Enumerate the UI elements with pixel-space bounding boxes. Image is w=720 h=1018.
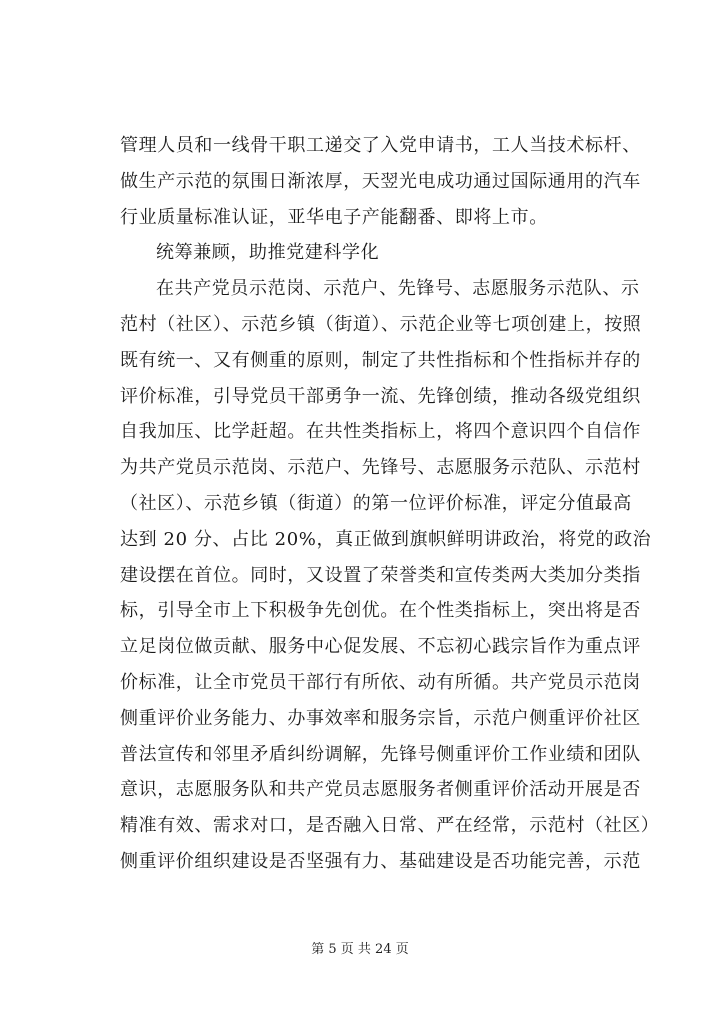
text-line: 侧重评价业务能力、办事效率和服务宗旨，示范户侧重评价社区 bbox=[120, 707, 641, 729]
text-line: 行业质量标准认证，亚华电子产能翻番、即将上市。 bbox=[120, 206, 548, 228]
text-line: 自我加压、比学赶超。在共性类指标上，将四个意识四个自信作 bbox=[120, 421, 641, 443]
text-line: 精准有效、需求对口，是否融入日常、严在经常，示范村（社区） bbox=[120, 815, 660, 837]
page-footer: 第 5 页 共 24 页 bbox=[311, 942, 409, 957]
text-line: 做生产示范的氛围日渐浓厚，天翌光电成功通过国际通用的汽车 bbox=[120, 170, 641, 192]
body-text bbox=[120, 128, 660, 880]
section-heading: 统筹兼顾，助推党建科学化 bbox=[156, 242, 380, 264]
text-line: 管理人员和一线骨干职工递交了入党申请书，工人当技术标杆、 bbox=[120, 135, 641, 156]
text-line: 价标准，让全市党员干部行有所依、动有所循。共产党员示范岗 bbox=[120, 671, 641, 693]
text-line: 建设摆在首位。同时，又设置了荣誉类和宣传类两大类加分类指 bbox=[120, 564, 641, 586]
text-line: 意识，志愿服务队和共产党员志愿服务者侧重评价活动开展是否 bbox=[120, 779, 641, 801]
text-line: 既有统一、又有侧重的原则，制定了共性指标和个性指标并存的 bbox=[120, 349, 641, 371]
text-line: 范村（社区）、示范乡镇（街道）、示范企业等七项创建上，按照 bbox=[120, 313, 642, 335]
text-line: 立足岗位做贡献、服务中心促发展、不忘初心践宗旨作为重点评 bbox=[120, 636, 641, 658]
text-line: 在共产党员示范岗、示范户、先锋号、志愿服务示范队、示 bbox=[156, 278, 640, 300]
text-line: （社区）、示范乡镇（街道）的第一位评价标准，评定分值最高 bbox=[120, 492, 632, 514]
text-line: 普法宣传和邻里矛盾纠纷调解，先锋号侧重评价工作业绩和团队 bbox=[120, 743, 641, 765]
text-line: 侧重评价组织建设是否坚强有力、基础建设是否功能完善，示范 bbox=[120, 850, 641, 872]
text-line: 标，引导全市上下积极争先创优。在个性类指标上，突出将是否 bbox=[120, 600, 641, 622]
text-line: 评价标准，引导党员干部勇争一流、先锋创绩，推动各级党组织 bbox=[120, 385, 641, 407]
text-line: 为共产党员示范岗、示范户、先锋号、志愿服务示范队、示范村 bbox=[120, 457, 641, 479]
text-line: 达到 20 分、占比 20%，真正做到旗帜鲜明讲政治，将党的政治 bbox=[120, 528, 652, 550]
